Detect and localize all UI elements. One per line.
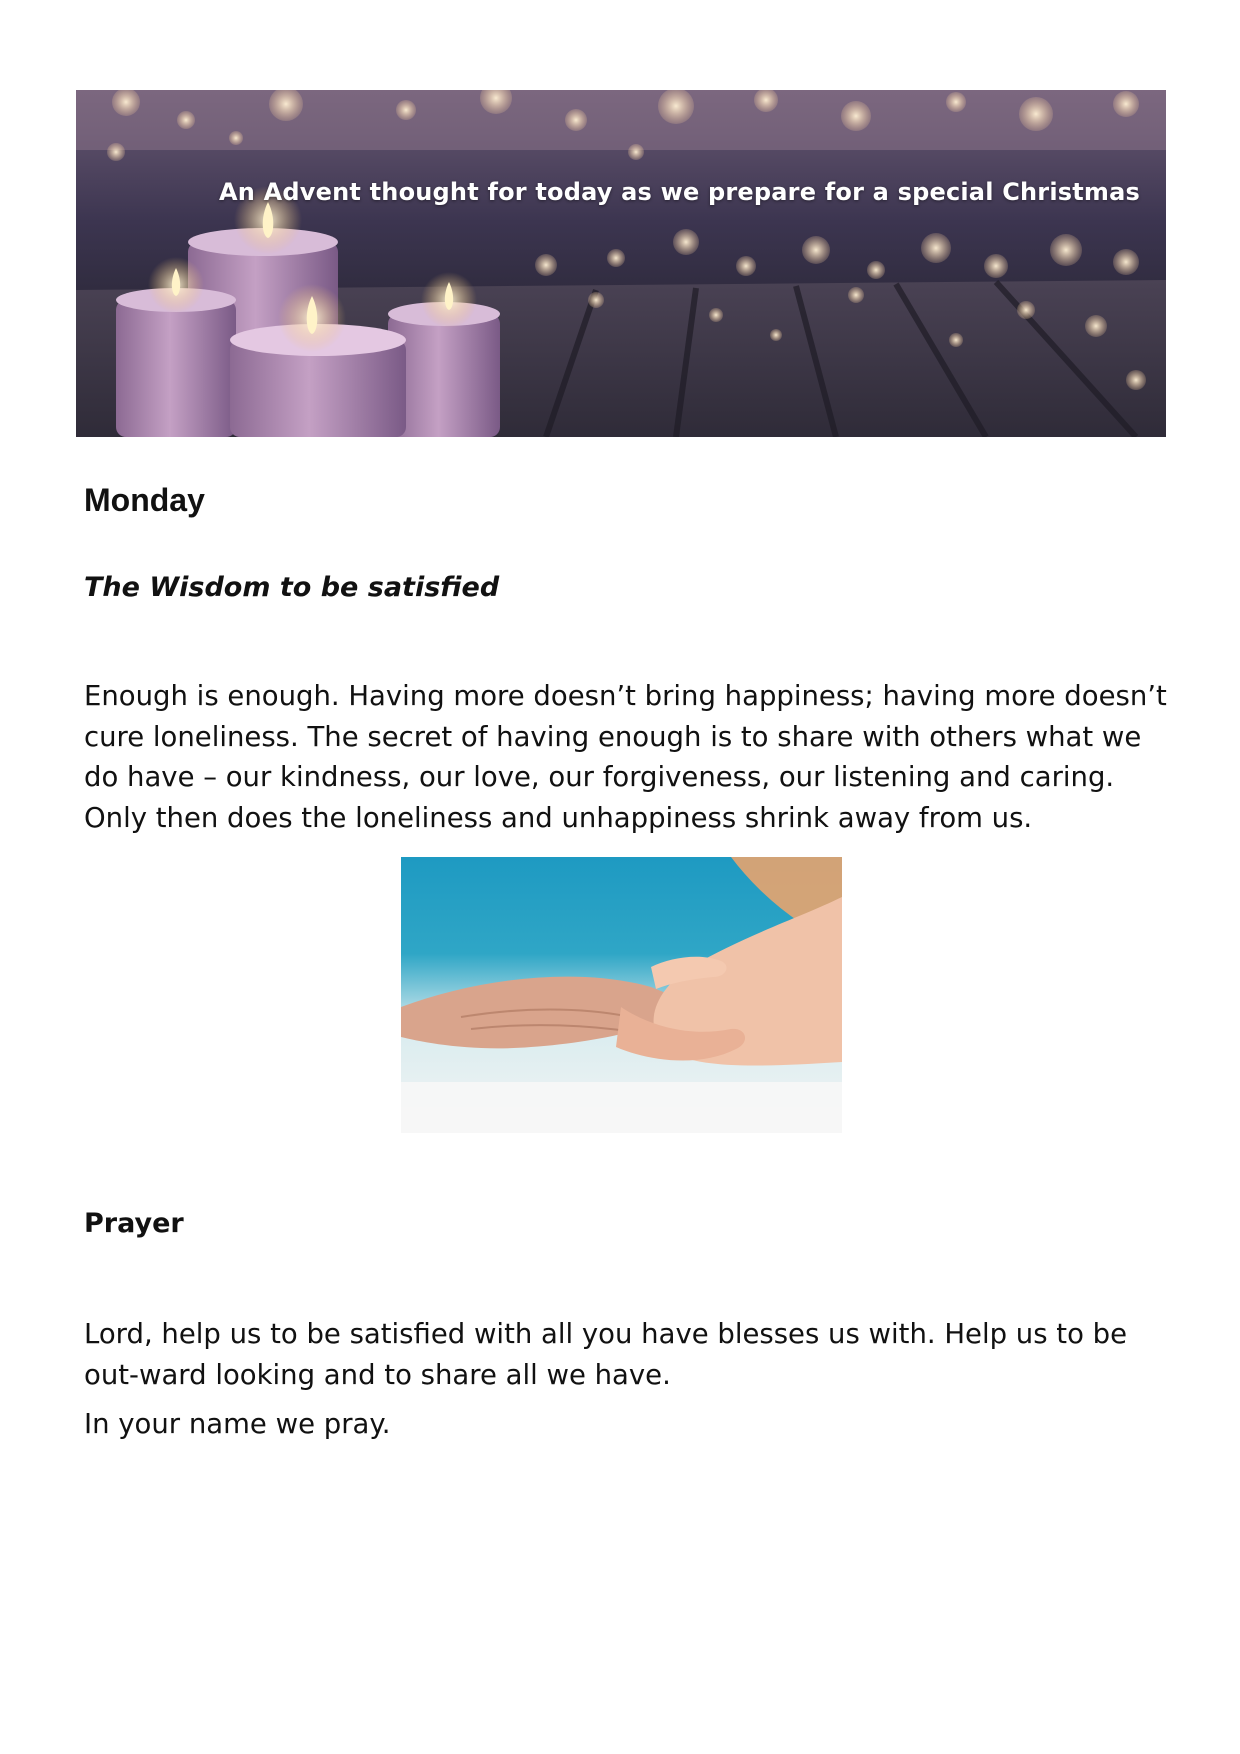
advent-candles-banner: [76, 90, 1166, 437]
holding-hands-image: [401, 857, 842, 1133]
banner-caption: An Advent thought for today as we prepare for a special Christmas: [219, 178, 1140, 206]
reflection-title: The Wisdom to be satisfied: [84, 572, 500, 603]
day-heading: Monday: [84, 482, 205, 518]
prayer-closing: In your name we pray.: [84, 1408, 391, 1440]
reflection-text: Enough is enough. Having more doesn’t bring happiness; having more doesn’t cure loneliness. The secret of having enough is to share with others what we do have – our kindness, our love, our forgiveness, our listening and caring. Only then does the loneliness and unhappiness shrink away from us.: [84, 680, 1167, 834]
holding-hands-photo: [401, 857, 842, 1133]
prayer-text: Lord, help us to be satisfied with all you have blesses us with. Help us to be out-ward looking and to share all we have.: [84, 1318, 1128, 1391]
advent-candles-image: [76, 90, 1166, 437]
prayer-heading: Prayer: [84, 1208, 184, 1239]
